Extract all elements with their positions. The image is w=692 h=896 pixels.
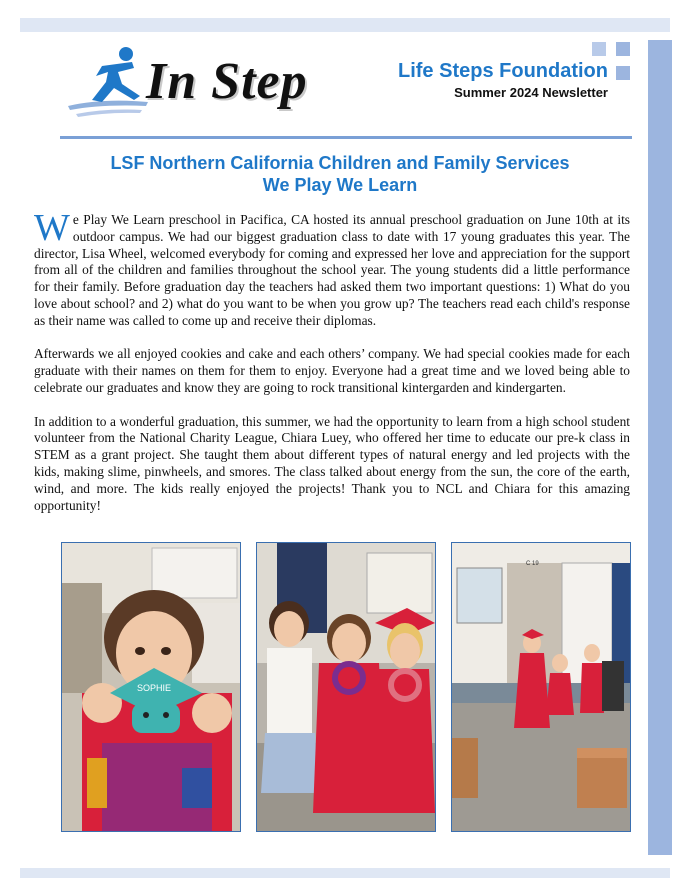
runner-icon [62, 44, 152, 124]
decorative-square [616, 66, 630, 80]
newsletter-edition: Summer 2024 Newsletter [454, 85, 608, 100]
header-divider [60, 136, 632, 139]
photo-graduation-ceremony [451, 542, 631, 832]
article-title-line-2: We Play We Learn [262, 175, 418, 195]
in-step-logo [62, 44, 332, 124]
logo-wordmark: In Step [146, 53, 308, 110]
paragraph-1 [34, 207, 630, 330]
cookie-name: SOPHIE [136, 683, 172, 693]
photo-cookie-graduate [61, 542, 241, 832]
paragraph-1-text: e Play We Learn preschool in Pacifica, CA hosted its annual preschool graduation on June 10th at its outdoor campus. We had our biggest graduation class to date with 17 young graduates this year. The director, Lisa Wheel, welcomed everybody for coming and expressed her love and appreciation for the support from all of the children and families throughout the school year. The young students did a little performance for their family. Before graduation day the teachers had asked them two important questions: 1) What do you love about school? and 2) what do you want to be when you grow up? The teachers read each child's response as their name was called to come up and receive their diplomas. [34, 212, 630, 328]
drop-cap: W [34, 207, 70, 249]
paragraph-2: Afterwards we all enjoyed cookies and cake and each others’ company. We had special cookies made for each graduate with their names on them for them to enjoy. Everyone had a great time and we loved being able to celebrate our graduates and know they are going to rock transitional kintergarden and kindergarten. [34, 346, 630, 395]
photo-three-graduates [256, 542, 436, 832]
article-body [34, 207, 630, 531]
decorative-square [592, 42, 606, 56]
bottom-decorative-band [20, 868, 670, 878]
article-title-line-1: LSF Northern California Children and Family Services [110, 153, 570, 173]
article-title [40, 152, 640, 196]
decorative-square [616, 42, 630, 56]
right-decorative-band [648, 40, 672, 855]
building-sign: C 19 [526, 561, 539, 567]
top-decorative-band [20, 18, 670, 32]
organization-name: Life Steps Foundation [398, 60, 608, 82]
paragraph-3: In addition to a wonderful graduation, this summer, we had the opportunity to learn from a high school student volunteer from the National Charity League, Chiara Luey, who offered her time to educate our pre-k class in STEM as a grant project. She taught them about different types of natural energy and led projects with the kids, making slime, pinwheels, and smores. The class talked about energy from the sun, the core of the earth, wind, and more. The kids really enjoyed the projects! Thank you to NCL and Chiara for this amazing opportunity! [34, 413, 630, 513]
